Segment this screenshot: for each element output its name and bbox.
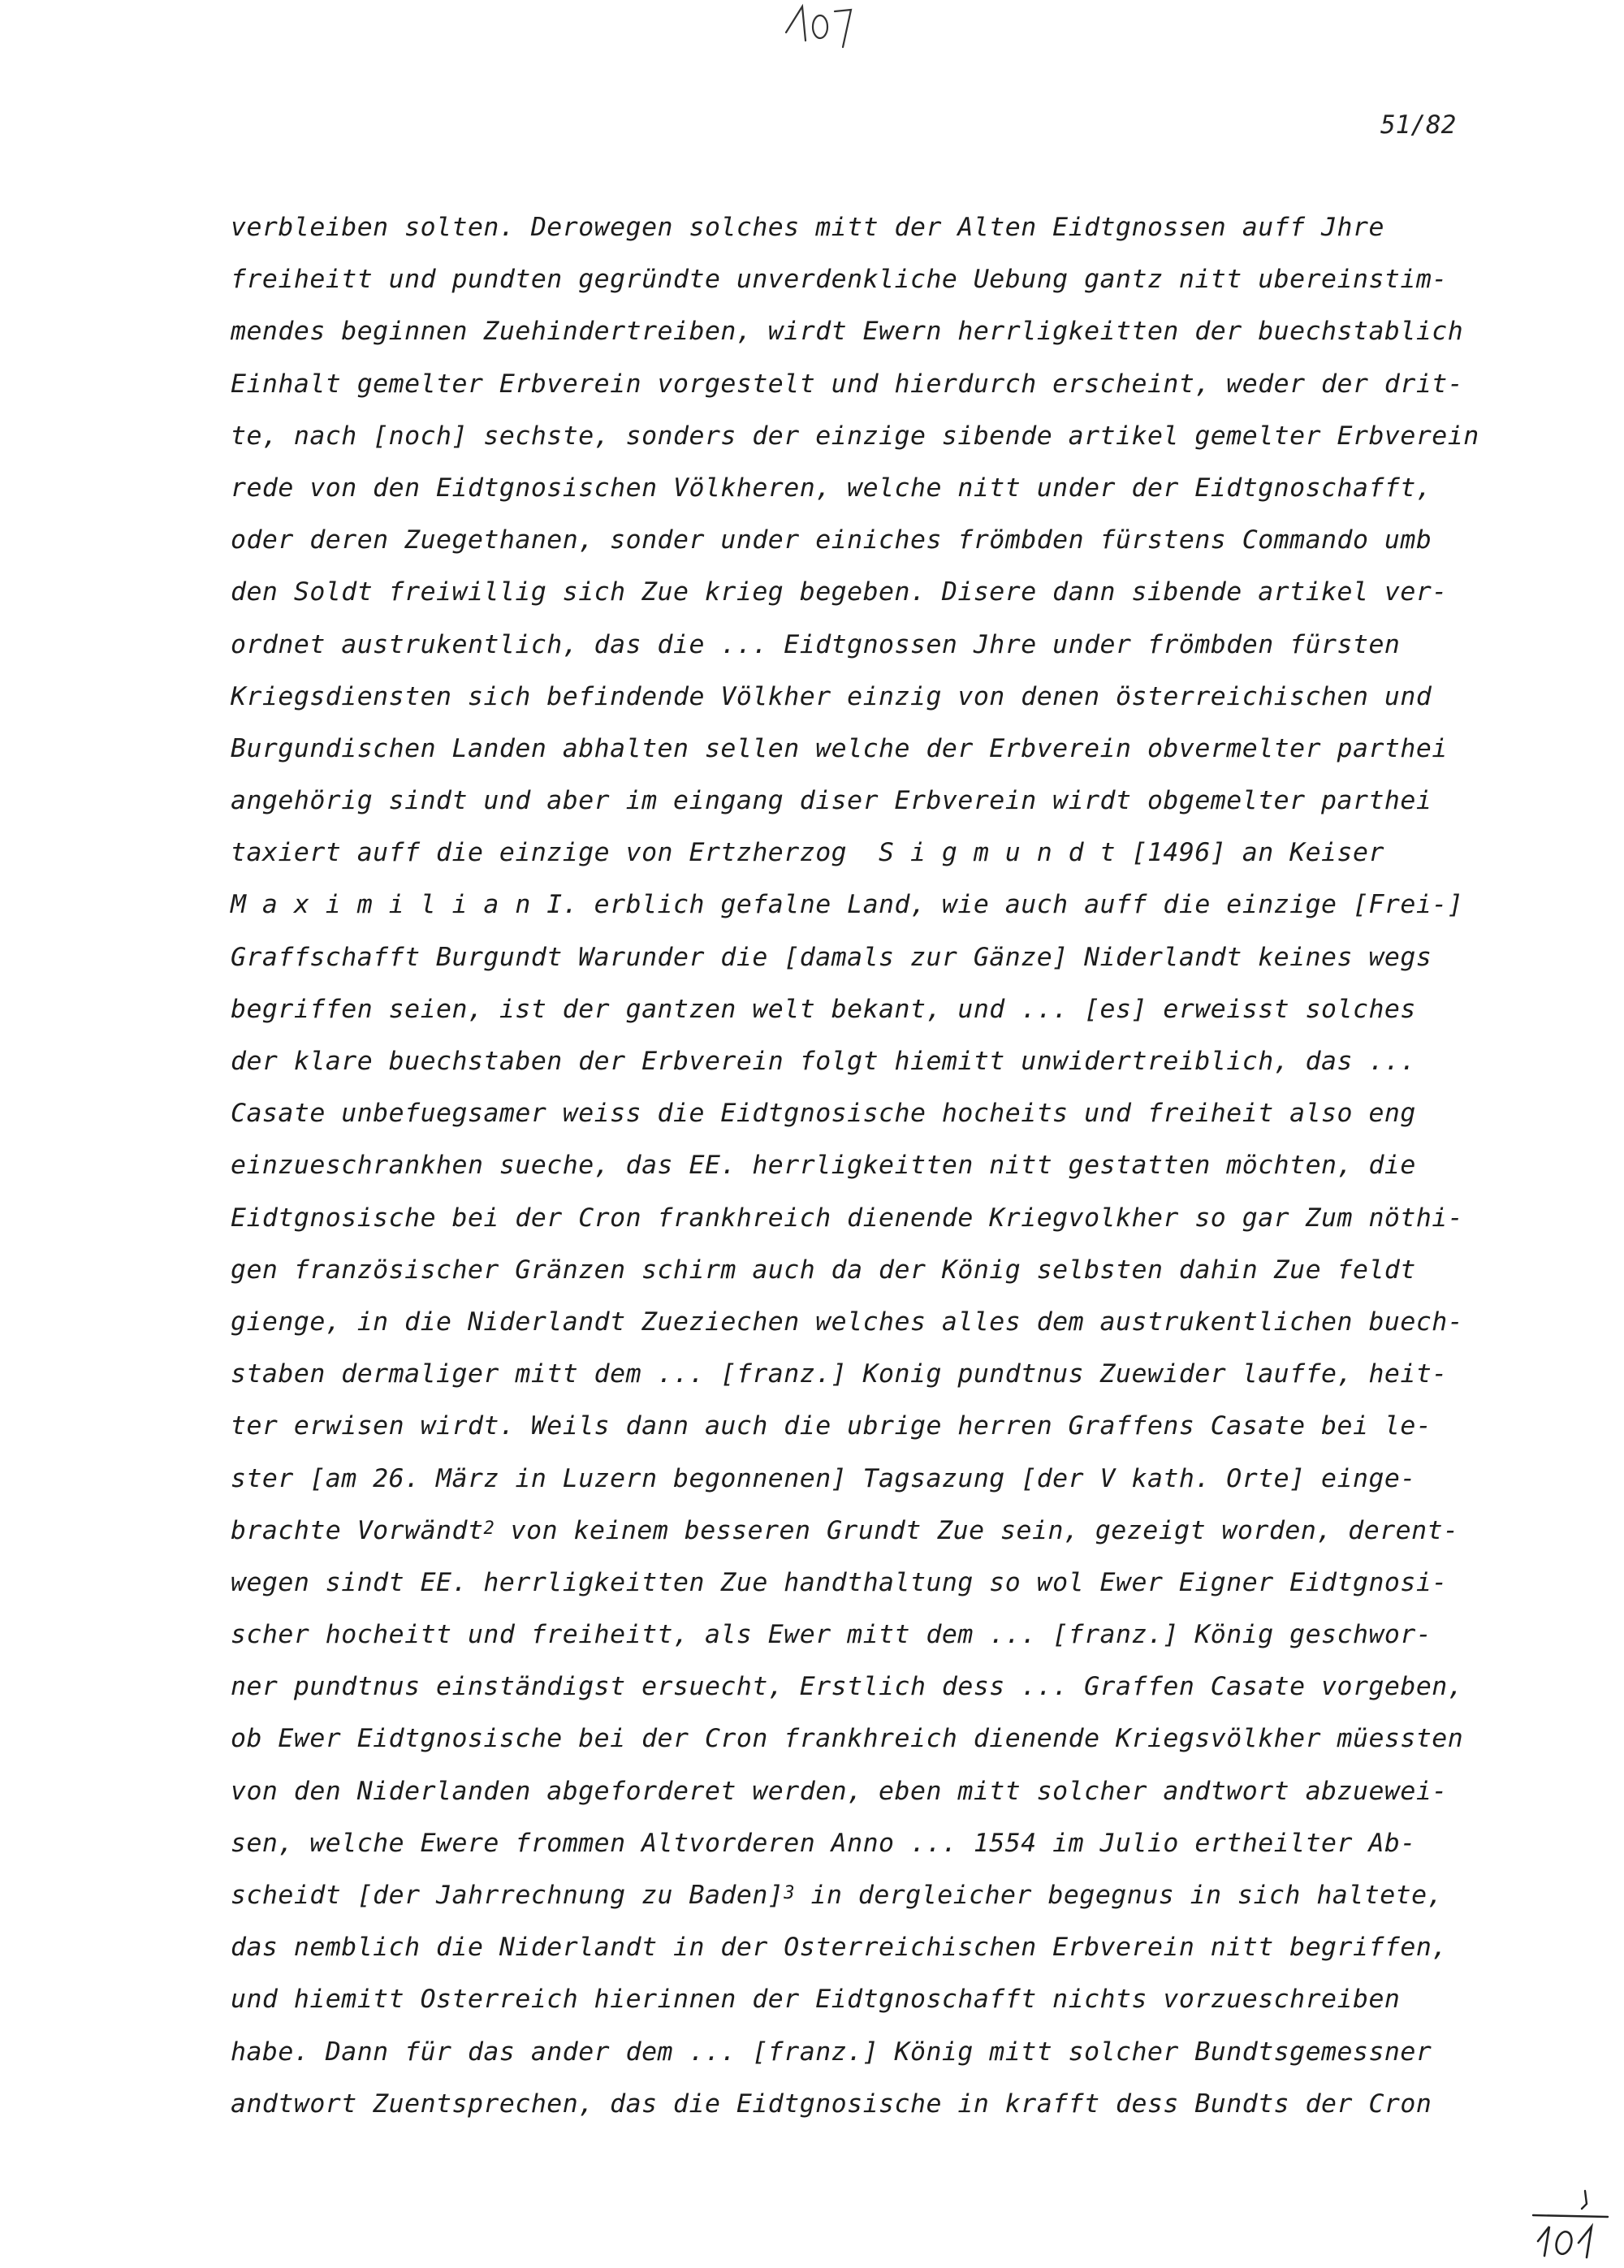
text-line: den Soldt freiwillig sich Zue krieg begeben. Disere dann sibende artikel ver- bbox=[231, 577, 1448, 607]
text-line: von den Niderlanden abgeforderet werden, eben mitt solcher andtwort abzuewei- bbox=[231, 1776, 1448, 1806]
text-line: ordnet austrukentlich, das die ... Eidtgnossen Jhre under frömbden fürsten bbox=[231, 629, 1401, 659]
text-line: M a x i m i l i a n I. erblich gefalne Land, wie auch auff die einzige [Frei-] bbox=[231, 890, 1464, 920]
text-line-segment: brachte Vorwändt bbox=[231, 1515, 484, 1545]
text-line bbox=[231, 1869, 1579, 1921]
text-line: verbleiben solten. Derowegen solches mitt der Alten Eidtgnossen auff Jhre bbox=[231, 213, 1384, 242]
text-line: scher hocheitt und freiheitt, als Ewer mitt dem ... [franz.] König geschwor- bbox=[231, 1620, 1432, 1650]
text-line: habe. Dann für das ander dem ... [franz.] König mitt solcher Bundtsgemessner bbox=[231, 2037, 1432, 2067]
text-line: wegen sindt EE. herrligkeitten Zue handthaltung so wol Ewer Eigner Eidtgnosi- bbox=[231, 1567, 1448, 1597]
text-line: ner pundtnus einständigst ersuecht, Erstlich dess ... Graffen Casate vorgeben, bbox=[231, 1672, 1464, 1702]
text-line: angehörig sindt und aber im eingang diser Erbverein wirdt obgemelter parthei bbox=[231, 786, 1432, 816]
text-line: ob Ewer Eidtgnosische bei der Cron frankhreich dienende Kriegsvölkher müessten bbox=[231, 1724, 1464, 1754]
text-line: taxiert auff die einzige von Ertzherzog S i g m u n d t [1496] an Keiser bbox=[231, 838, 1384, 868]
text-line: Burgundischen Landen abhalten sellen welche der Erbverein obvermelter parthei bbox=[231, 733, 1448, 763]
text-line: sen, welche Ewere frommen Altvorderen Anno ... 1554 im Julio ertheilter Ab- bbox=[231, 1828, 1416, 1858]
text-line: mendes beginnen Zuehindertreiben, wirdt Ewern herrligkeitten der buechstablich bbox=[231, 317, 1464, 347]
handwritten-bottom-folio bbox=[1527, 2184, 1616, 2262]
text-line: oder deren Zuegethanen, sonder under einiches frömbden fürstens Commando umb bbox=[231, 525, 1432, 555]
text-line: ster [am 26. März in Luzern begonnenen] Tagsazung [der V kath. Orte] einge- bbox=[231, 1463, 1416, 1493]
text-line: Einhalt gemelter Erbverein vorgestelt und hierdurch erscheint, weder der drit- bbox=[231, 369, 1464, 399]
text-line: das nemblich die Niderlandt in der Osterreichischen Erbverein nitt begriffen, bbox=[231, 1933, 1448, 1963]
handwritten-folio-number bbox=[770, 0, 867, 57]
text-line bbox=[231, 1505, 1579, 1557]
text-line: begriffen seien, ist der gantzen welt bekant, und ... [es] erweisst solches bbox=[231, 994, 1416, 1024]
text-line: freiheitt und pundten gegründte unverdenkliche Uebung gantz nitt ubereinstim- bbox=[231, 265, 1448, 295]
text-line: Casate unbefuegsamer weiss die Eidtgnosische hocheits und freiheit also eng bbox=[231, 1099, 1416, 1129]
text-line: und hiemitt Osterreich hierinnen der Eidtgnoschafft nichts vorzueschreiben bbox=[231, 1985, 1401, 2015]
text-line: Graffschafft Burgundt Warunder die [damals zur Gänze] Niderlandt keines wegs bbox=[231, 942, 1432, 972]
text-line: der klare buechstaben der Erbverein folgt hiemitt unwidertreiblich, das ... bbox=[231, 1047, 1416, 1076]
text-line: ter erwisen wirdt. Weils dann auch die ubrige herren Graffens Casate bei le- bbox=[231, 1411, 1432, 1441]
text-line-segment: von keinem besseren Grundt Zue sein, gezeigt worden, derent- bbox=[495, 1515, 1459, 1545]
text-line: staben dermaliger mitt dem ... [franz.] Konig pundtnus Zuewider lauffe, heit- bbox=[231, 1359, 1448, 1389]
text-line-segment: scheidt [der Jahrrechnung zu Baden] bbox=[231, 1881, 784, 1910]
footnote-marker: 3 bbox=[784, 1883, 796, 1903]
page-reference: 51/82 bbox=[1380, 110, 1457, 140]
text-line: gienge, in die Niderlandt Zueziechen welches alles dem austrukentlichen buech- bbox=[231, 1307, 1464, 1337]
text-line: te, nach [noch] sechste, sonders der einzige sibende artikel gemelter Erbverein bbox=[231, 421, 1479, 451]
text-line: Kriegsdiensten sich befindende Völkher einzig von denen österreichischen und bbox=[231, 681, 1432, 711]
text-line: gen französischer Gränzen schirm auch da der König selbsten dahin Zue feldt bbox=[231, 1255, 1416, 1285]
footnote-marker: 2 bbox=[483, 1518, 495, 1539]
text-line: andtwort Zuentsprechen, das die Eidtgnosische in krafft dess Bundts der Cron bbox=[231, 2089, 1432, 2119]
document-body bbox=[231, 201, 1579, 2130]
text-line-segment: in dergleicher begegnus in sich haltete, bbox=[795, 1881, 1444, 1910]
text-line: Eidtgnosische bei der Cron frankhreich dienende Kriegvolkher so gar Zum nöthi- bbox=[231, 1203, 1464, 1233]
text-line: einzueschrankhen sueche, das EE. herrligkeitten nitt gestatten möchten, die bbox=[231, 1151, 1416, 1181]
text-line: rede von den Eidtgnosischen Völkheren, welche nitt under der Eidtgnoschafft, bbox=[231, 473, 1432, 503]
